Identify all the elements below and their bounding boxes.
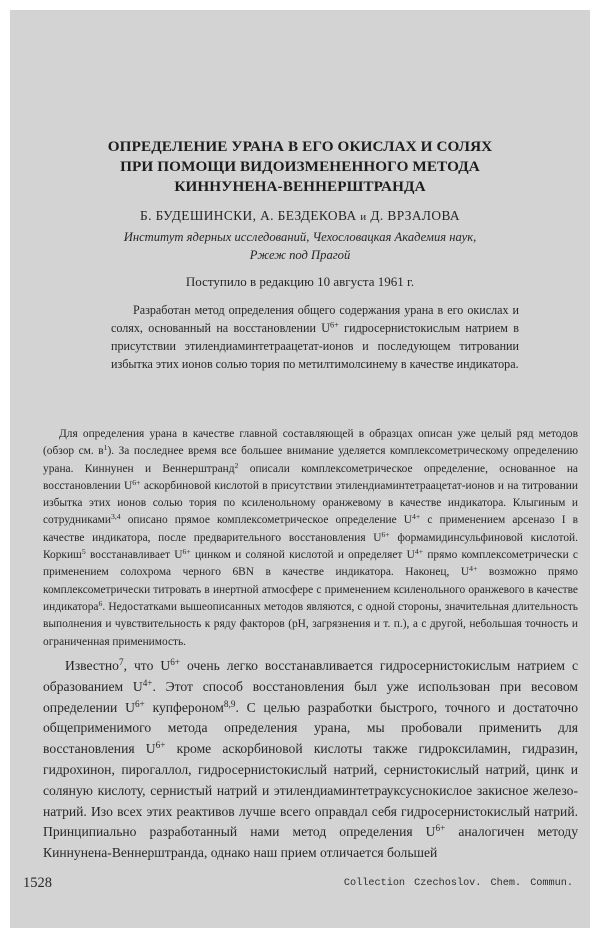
citation-ref: 8,9 [223,698,236,709]
citation-ref: 2 [234,460,239,470]
author-names-1: Б. БУДЕШИНСКИ, А. БЕЗДЕКОВА [139,208,357,223]
affiliation-line: Институт ядерных исследований, Чехословацкая Академия наук, [123,230,477,244]
text-run: аскорбиновой кислотой в присутствии этилендиаминтетраацетат-ионов и на титровании избытка этих ионов солью тория по ксиленольному оранжевому в качестве индикатора. Клыгиным и сотрудниками [43,479,578,527]
title-line: ПРИ ПОМОЩИ ВИДОИЗМЕНЕННОГО МЕТОДА [120,158,480,175]
citation-ref: 7 [118,656,124,667]
ion-charge: 6+ [182,546,191,556]
title-line: КИННУНЕНА-ВЕННЕРШТРАНДА [174,178,426,195]
authors [10,208,590,225]
body-paragraph [43,656,578,864]
title-line: ОПРЕДЕЛЕНИЕ УРАНА В ЕГО ОКИСЛАХ И СОЛЯХ [107,138,493,155]
ion-charge: 4+ [412,512,421,522]
superscript: 6+ [330,320,339,330]
ion-charge: 6+ [134,698,145,709]
affiliation [10,228,590,264]
text-run: с применением арсеназо I в качестве индикатора, после предварительного восстановления U [43,514,578,544]
journal-name: Collection Czechoslov. Chem. Commun. [343,878,573,889]
text-run: описано прямое комплексометрическое определение U [120,514,413,527]
citation-ref: 3,4 [110,512,121,522]
text-run: кроме аскорбиновой кислоты также гидроксиламин, гидразин, гидрохинон, пирогаллол, гидросернистокислый натрий, сернистокислый натрий, цинк и соляную кислоту, сернистый натрий и этилендиаминтетрауксуснокислое закисное железо-натрий. Изо всех этих реактивов лучше всего оправдал себя гидросернистокислый натрий. Принципиально разработанный нами метод определения U [43,741,578,840]
ion-charge: 6+ [132,477,141,487]
text-run: . С целью разработки быстрого, точного и достаточно общеприменимого метода определения урана, мы пробовали применить для восстановления U [43,699,578,757]
ion-charge: 6+ [435,823,446,834]
text-run: Для определения урана в качестве главной составляющей в образцах описан уже целый ряд методов (обзор см. в [43,428,578,458]
abstract [111,301,519,373]
text-run: описали комплексометрическое определение, основанное на восстановлении U [43,462,578,492]
text-run: . Этот способ восстановления был уже использован при весовом определении U [43,678,578,715]
scanned-page [10,10,590,928]
received-date: Поступило в редакцию 10 августа 1961 г. [185,274,415,289]
author-names-2: Д. ВРЗАЛОВА [370,208,461,223]
ion-charge: 4+ [142,677,153,688]
text-run: , что U [123,658,171,673]
text-run: ). За последнее время все большее внимание уделяется комплексометрическому определению урана. Киннунен и Веннерштранд [43,445,579,475]
text-run: . Недостатками вышеописанных методов являются, с одной стороны, значительная длительность выполнения и чувствительность к ряду факторов (pH, загрязнения и т. п.), а с другой, небольшая точность и ограниченная применимость. [43,600,578,648]
affiliation-line: Ржеж под Прагой [249,248,351,262]
intro-paragraph [43,426,578,651]
citation-ref: 6 [98,598,103,608]
article-title [10,137,590,197]
page-number: 1528 [23,875,52,891]
ion-charge: 4+ [469,564,478,574]
text-run: Известно [65,658,119,673]
text-run: аналогичен методу Киннунена-Веннерштранда, однако наш прием отличается большей [43,824,578,861]
text-run: цинком и соляной кислотой и определяет U [190,549,415,562]
text-run: купфероном [144,699,224,715]
abstract-text: Разработан метод определения общего содержания урана в его окислах и солях, основанный на восстановлении U [111,303,519,335]
text-run: формамидинсульфиновой кислотой. Коркиш [43,531,578,562]
text-run: очень легко восстанавливается гидросернистокислым натрием с образованием U [43,658,578,694]
citation-ref: 1 [103,443,108,453]
text-run: возможно прямо комплексометрически титровать в инертной атмосфере с применением ксиленольного оранжевого в качестве индикатора [43,566,578,613]
text-run: прямо комплексометрически с применением солохрома черного 6BN в качестве индикатора. Наконец, U [43,549,578,579]
citation-ref: 5 [81,546,86,556]
abstract-text: гидросернистокислым натрием в присутствии этилендиаминтетраацетат-ионов и последующем титровании избытка этих ионов солью тория по метилтимолсинему в качестве индикатора. [111,321,519,371]
ion-charge: 6+ [170,656,181,667]
ion-charge: 4+ [414,546,424,556]
ion-charge: 6+ [381,529,390,539]
author-conjunction: и [360,211,367,223]
text-run: восстанавливает U [85,549,183,562]
ion-charge: 6+ [155,740,166,751]
